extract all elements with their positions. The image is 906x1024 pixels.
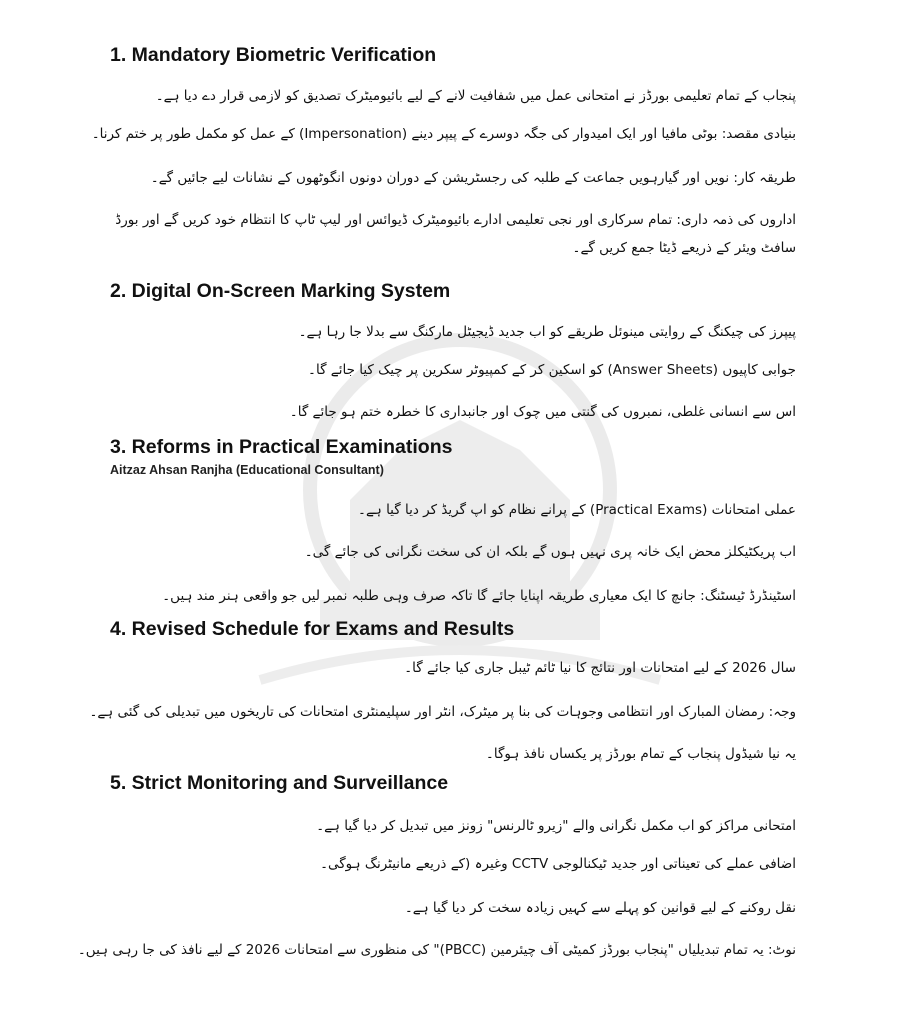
- section-5-note: نوٹ: یہ تمام تبدیلیاں "پنجاب بورڈز کمیٹی آف چیئرمین (PBCC)" کی منظوری سے امتحانات 2026 کے لیے نافذ کی جا رہی ہیں۔: [77, 942, 796, 958]
- section-1-line-4: اداروں کی ذمہ داری: تمام سرکاری اور نجی تعلیمی ادارے بائیومیٹرک ڈیوائس اور لیپ ٹاپ کا انتظام خود کریں گے اور بورڈ سافٹ ویئر کے ذریعے ڈیٹا جمع کریں گے۔: [115, 212, 796, 256]
- section-1-line-1: پنجاب کے تمام تعلیمی بورڈز نے امتحانی عمل میں شفافیت لانے کے لیے بائیومیٹرک تصدیق کو لازمی قرار دے دیا ہے۔: [155, 88, 796, 104]
- section-2-heading: 2. Digital On-Screen Marking System: [110, 280, 451, 302]
- section-4-line-3: یہ نیا شیڈول پنجاب کے تمام بورڈز پر یکساں نافذ ہوگا۔: [485, 746, 796, 762]
- section-5-line-3: نقل روکنے کے لیے قوانین کو پہلے سے کہیں زیادہ سخت کر دیا گیا ہے۔: [404, 900, 796, 916]
- section-4-line-1: سال 2026 کے لیے امتحانات اور نتائج کا نیا ٹائم ٹیبل جاری کیا جائے گا۔: [404, 660, 796, 676]
- section-1-heading: 1. Mandatory Biometric Verification: [110, 44, 437, 66]
- section-3-heading: 3. Reforms in Practical Examinations: [110, 436, 453, 458]
- section-2-line-2: جوابی کاپیوں (Answer Sheets) کو اسکین کر کے کمپیوٹر سکرین پر چیک کیا جائے گا۔: [308, 362, 796, 378]
- section-2-line-1: پیپرز کی چیکنگ کے روایتی مینوئل طریقے کو اب جدید ڈیجیٹل مارکنگ سے بدلا جا رہا ہے۔: [298, 324, 796, 340]
- section-4-heading: 4. Revised Schedule for Exams and Results: [110, 618, 515, 640]
- section-5-line-1: امتحانی مراکز کو اب مکمل نگرانی والے "زیرو ٹالرنس" زونز میں تبدیل کر دیا گیا ہے۔: [316, 818, 796, 834]
- section-2-line-3: اس سے انسانی غلطی، نمبروں کی گنتی میں چوک اور جانبداری کا خطرہ ختم ہو جائے گا۔: [289, 404, 796, 420]
- section-1-line-3: طریقہ کار: نویں اور گیارہویں جماعت کے طلبہ کی رجسٹریشن کے دوران دونوں انگوٹھوں کے نشانات لیے جائیں گے۔: [150, 170, 796, 186]
- section-5-heading: 5. Strict Monitoring and Surveillance: [110, 772, 449, 794]
- section-3-line-2: اب پریکٹیکلز محض ایک خانہ پری نہیں ہوں گے بلکہ ان کی سخت نگرانی کی جائے گی۔: [304, 544, 796, 560]
- section-5-line-2: اضافی عملے کی تعیناتی اور جدید ٹیکنالوجی CCTV وغیرہ (کے ذریعے مانیٹرنگ ہوگی۔: [320, 856, 796, 872]
- section-1-line-2: بنیادی مقصد: بوٹی مافیا اور ایک امیدوار کی جگہ دوسرے کے پیپر دینے (Impersonation) کے عمل کو مکمل طور پر ختم کرنا۔: [91, 126, 796, 142]
- section-3-line-1: عملی امتحانات (Practical Exams) کے پرانے نظام کو اپ گریڈ کر دیا گیا ہے۔: [358, 502, 796, 518]
- section-4-line-2: وجہ: رمضان المبارک اور انتظامی وجوہات کی بنا پر میٹرک، انٹر اور سپلیمنٹری امتحانات کی تاریخوں میں تبدیلی کی گئی ہے۔: [89, 704, 796, 720]
- section-3-subheading: Aitzaz Ahsan Ranjha (Educational Consultant): [110, 463, 384, 477]
- section-3-line-3: اسٹینڈرڈ ٹیسٹنگ: جانچ کا ایک معیاری طریقہ اپنایا جائے گا تاکہ صرف وہی طلبہ نمبر لیں جو واقعی ہنر مند ہیں۔: [162, 588, 796, 604]
